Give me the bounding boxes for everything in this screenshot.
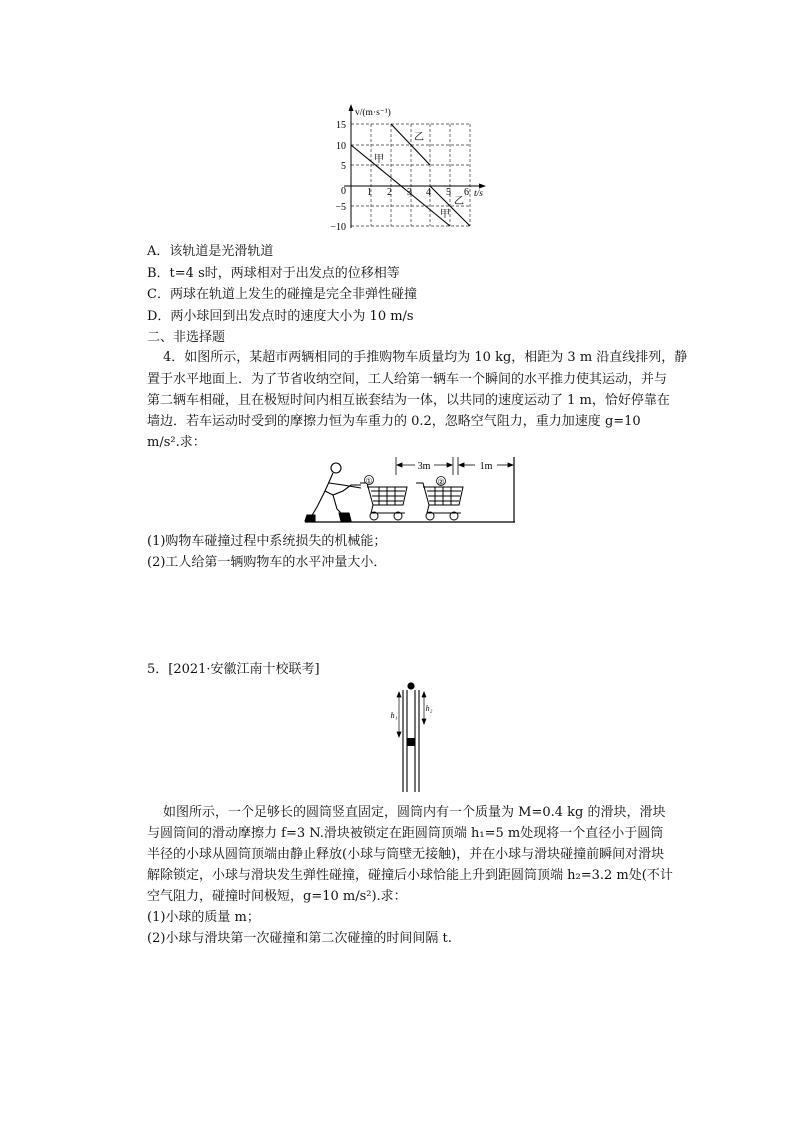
graph-axes [344, 108, 482, 228]
option-a: A．该轨道是光滑轨道 [147, 244, 274, 259]
q4-line-5: m/s².求： [147, 435, 206, 450]
graph-grid [351, 124, 470, 226]
section-title: 二、非选择题 [147, 330, 226, 345]
q5-sub-2: (2)小球与滑块第一次碰撞和第二次碰撞的时间间隔 t. [147, 931, 452, 946]
q5-line-3: 半径的小球从圆筒顶端由静止释放(小球与筒壁无接触)，并在小球与滑块碰撞前瞬间对滑块 [147, 847, 665, 862]
distance-1m: 1m [479, 461, 493, 472]
q5-line-5: 空气阻力，碰撞时间极短，g=10 m/s²).求： [147, 889, 407, 904]
cart-2-number: ② [437, 477, 445, 487]
q4-line-2: 置于水平地面上．为了节省收纳空间，工人给第一辆车一个瞬间的水平推力使其运动，并与 [147, 372, 668, 387]
q4-line-4: 墙边．若车运动时受到的摩擦力恒为车重力的 0.2，忽略空气阻力，重力加速度 g=10 [147, 414, 641, 429]
vt-graph [330, 100, 500, 235]
x-tick-5: 5 [446, 187, 451, 198]
cart-1-number: ① [365, 476, 373, 486]
dimension-lines [396, 457, 513, 475]
y-tick-neg5: −5 [335, 202, 346, 213]
distance-3m: 3m [417, 461, 431, 472]
h1-label: h₁ [390, 711, 398, 720]
cart-figure [303, 455, 518, 527]
q4-sub-1: (1)购物车碰撞过程中系统损失的机械能； [147, 534, 387, 549]
ball [407, 682, 414, 689]
label-jia-top: 甲 [374, 154, 384, 165]
q4-sub-2: (2)工人给第一辆购物车的水平冲量大小． [147, 555, 387, 570]
line-yi-segment-1 [391, 124, 430, 165]
option-d: D．两小球回到出发点时的速度大小为 10 m/s [147, 309, 414, 324]
slider-block [408, 738, 415, 746]
label-jia-bottom: 甲 [440, 209, 450, 220]
x-tick-4: 4 [426, 187, 431, 198]
q5-line-4: 解除锁定，小球与滑块发生弹性碰撞，碰撞后小球恰能上升到距圆筒顶端 h₂=3.2 m处(不计 [147, 868, 673, 883]
y-tick-neg10: −10 [330, 222, 346, 233]
worker-figure [305, 463, 361, 521]
q4-line-3: 第二辆车相碰，且在极短时间内相互嵌套结为一体，以共同的速度运动了 1 m，恰好停靠在 [147, 393, 670, 408]
q5-line-1: 如图所示，一个足够长的圆筒竖直固定，圆筒内有一个质量为 M=0.4 kg 的滑块，滑块 [163, 805, 666, 820]
y-axis-label: v/(m·s⁻¹) [355, 108, 391, 118]
h1-dimension [397, 692, 401, 737]
cart-1 [360, 483, 407, 520]
y-tick-10: 10 [336, 141, 346, 152]
q5-sub-1: (1)小球的质量 m； [147, 910, 260, 925]
x-tick-3: 3 [407, 187, 412, 198]
label-yi-bottom: 乙 [454, 196, 464, 207]
y-axis-arrow [349, 104, 354, 111]
x-tick-6: 6 [464, 187, 469, 198]
x-tick-2: 2 [387, 187, 392, 198]
x-tick-1: 1 [367, 187, 372, 198]
h2-label: h₂ [425, 704, 433, 713]
x-axis-label: t/s [474, 189, 483, 199]
q4-line-1: 4．如图所示，某超市两辆相同的手推购物车质量均为 10 kg，相距为 3 m 沿直线排列，静 [163, 350, 688, 365]
q5-line-2: 与圆筒间的滑动摩擦力 f=3 N.滑块被锁定在距圆筒顶端 h₁=5 m处现将一个直径小于圆筒 [147, 826, 664, 841]
y-tick-0: 0 [341, 186, 346, 197]
x-axis-arrow [479, 184, 486, 189]
label-yi-top: 乙 [414, 132, 424, 143]
y-tick-15: 15 [336, 120, 346, 131]
y-tick-5: 5 [341, 161, 346, 172]
option-b: B．t=4 s时，两球相对于出发点的位移相等 [147, 266, 400, 281]
tube-figure [385, 680, 435, 795]
q5-header: 5．[2021·安徽江南十校联考] [147, 662, 320, 677]
option-c: C．两球在轨道上发生的碰撞是完全非弹性碰撞 [147, 287, 417, 302]
cart-2 [416, 483, 463, 520]
y-tick-labels [330, 120, 346, 233]
